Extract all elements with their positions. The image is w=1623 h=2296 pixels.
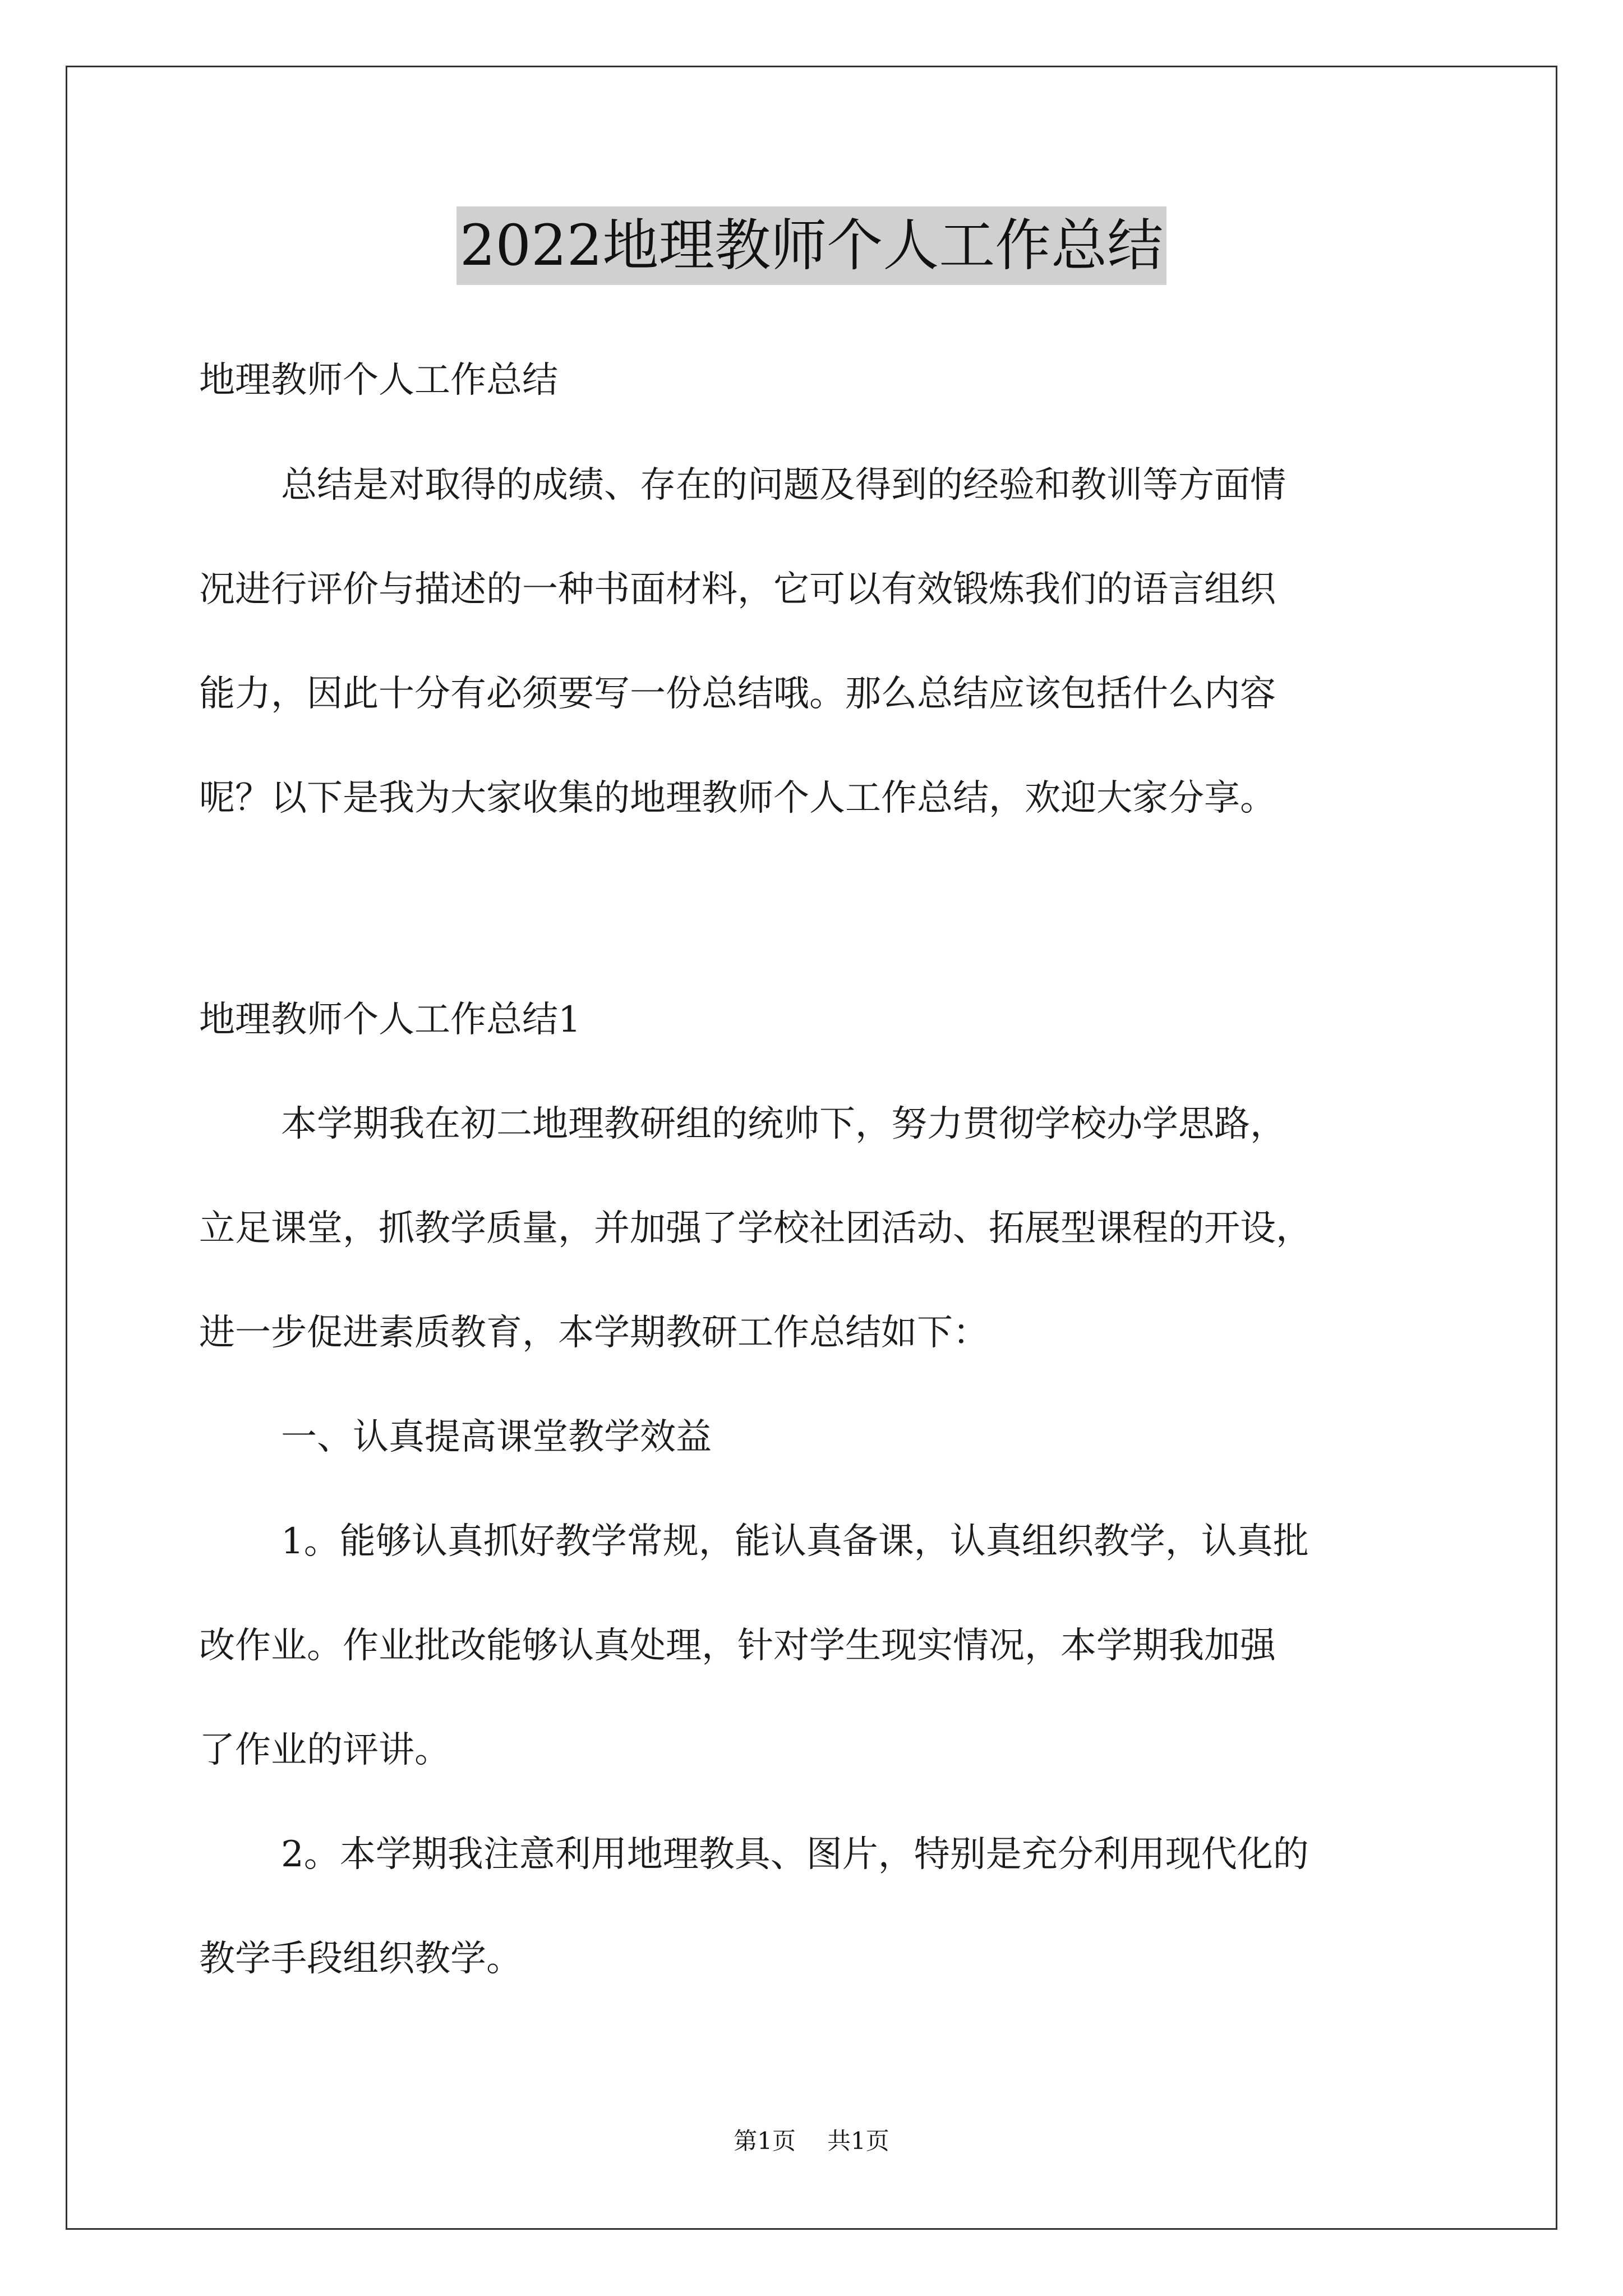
body-line-7: 了作业的评讲。 <box>199 1729 450 1771</box>
body-line-1: 本学期我在初二地理教研组的统帅下，努力贯彻学校办学思路， <box>281 1103 1286 1145</box>
page-total: 共1页 <box>827 2127 889 2155</box>
body-line-6: 改作业。作业批改能够认真处理，针对学生现实情况，本学期我加强 <box>199 1625 1276 1667</box>
body-line-3: 进一步促进素质教育，本学期教研工作总结如下： <box>199 1312 989 1354</box>
body-line-2: 立足课堂，抓教学质量，并加强了学校社团活动、拓展型课程的开设， <box>199 1208 1312 1249</box>
page-footer <box>0 2124 1623 2158</box>
document-title: 2022地理教师个人工作总结 <box>457 206 1167 285</box>
intro-line-4: 呢？以下是我为大家收集的地理教师个人工作总结，欢迎大家分享。 <box>199 777 1276 819</box>
page-number: 第1页 <box>734 2127 796 2155</box>
subtitle: 地理教师个人工作总结 <box>199 360 558 401</box>
section-heading: 地理教师个人工作总结1 <box>199 999 581 1041</box>
body-line-5: 1。能够认真抓好教学常规，能认真备课，认真组织教学，认真批 <box>281 1521 1309 1562</box>
body-line-8: 2。本学期我注意利用地理教具、图片，特别是充分利用现代化的 <box>281 1834 1309 1875</box>
body-line-4: 一、认真提高课堂教学效益 <box>281 1416 712 1458</box>
body-line-9: 教学手段组织教学。 <box>199 1938 522 1980</box>
intro-line-3: 能力，因此十分有必须要写一份总结哦。那么总结应该包括什么内容 <box>199 673 1276 715</box>
intro-line-1: 总结是对取得的成绩、存在的问题及得到的经验和教训等方面情 <box>281 464 1286 506</box>
title-container <box>0 206 1623 285</box>
intro-line-2: 况进行评价与描述的一种书面材料，它可以有效锻炼我们的语言组织 <box>199 569 1276 610</box>
